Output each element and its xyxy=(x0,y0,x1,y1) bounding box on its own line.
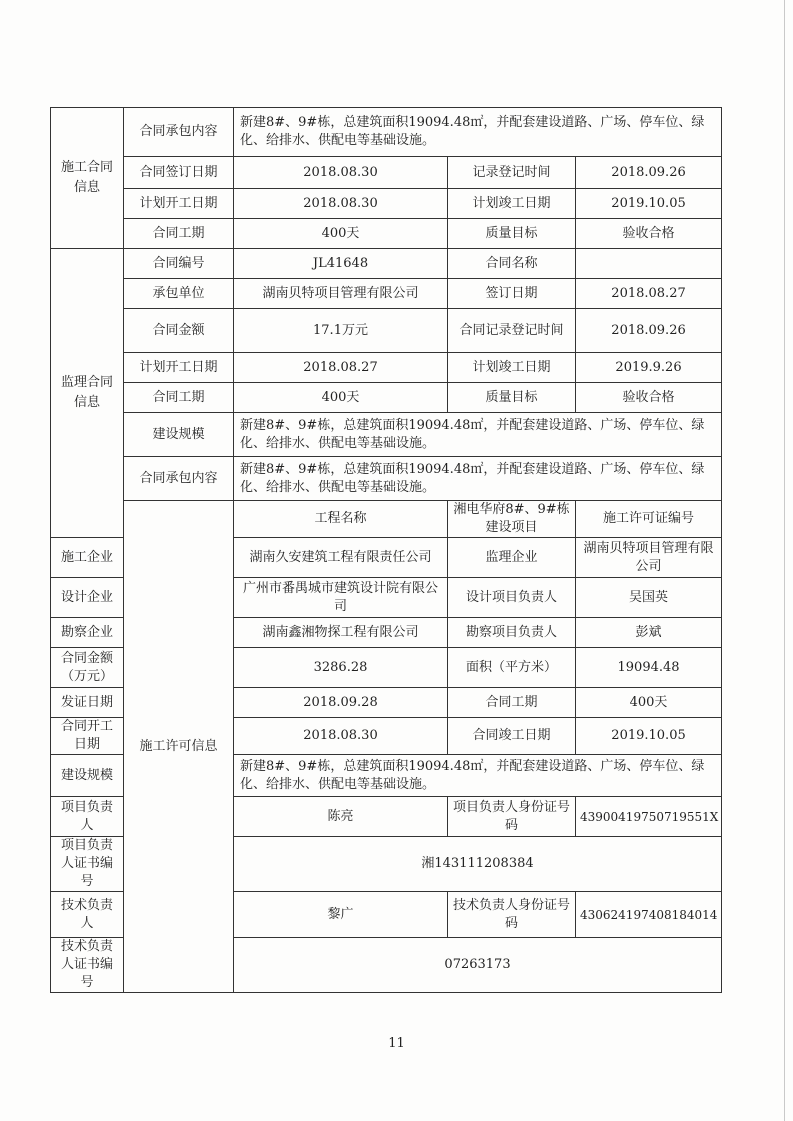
contract-period: 400天 xyxy=(234,219,448,249)
field-label: 技术负责人身份证号码 xyxy=(448,892,576,938)
field-label: 计划开工日期 xyxy=(124,189,234,219)
permit-design-lead: 吴国英 xyxy=(576,578,722,618)
field-label: 勘察企业 xyxy=(51,618,124,648)
page-edge-line xyxy=(784,0,785,1121)
supervision-sign-date: 2018.08.27 xyxy=(576,279,722,309)
field-label: 合同承包内容 xyxy=(124,457,234,501)
permit-amount: 3286.28 xyxy=(234,648,448,688)
section-supervision-label: 监理合同信息 xyxy=(51,249,124,538)
field-label: 合同记录登记时间 xyxy=(448,309,576,353)
contract-content-value: 新建8#、9#栋，总建筑面积19094.48㎡，并配套建设道路、广场、停车位、绿化、给排水、供配电等基础设施。 xyxy=(234,108,722,157)
supervision-plan-end: 2019.9.26 xyxy=(576,353,722,383)
table-row xyxy=(51,219,722,249)
permit-pm-cert: 湘143111208384 xyxy=(234,837,722,892)
permit-survey-lead: 彭斌 xyxy=(576,618,722,648)
table-row xyxy=(51,457,722,501)
supervision-period: 400天 xyxy=(234,383,448,413)
field-label: 发证日期 xyxy=(51,688,124,718)
contract-sign-date: 2018.08.30 xyxy=(234,157,448,189)
table-row xyxy=(51,189,722,219)
field-label: 监理企业 xyxy=(448,538,576,578)
field-label: 技术负责人证书编号 xyxy=(51,938,124,993)
field-label: 合同名称 xyxy=(448,249,576,279)
field-label: 合同开工日期 xyxy=(51,718,124,755)
contract-quality: 验收合格 xyxy=(576,219,722,249)
field-label: 合同工期 xyxy=(124,219,234,249)
field-label: 技术负责人 xyxy=(51,892,124,938)
field-label: 设计企业 xyxy=(51,578,124,618)
field-label: 项目负责人身份证号码 xyxy=(448,797,576,837)
permit-supervisor: 湖南贝特项目管理有限公司 xyxy=(576,538,722,578)
supervision-content-value: 新建8#、9#栋，总建筑面积19094.48㎡，并配套建设道路、广场、停车位、绿化、给排水、供配电等基础设施。 xyxy=(234,457,722,501)
supervision-name xyxy=(576,249,722,279)
permit-issue-date: 2018.09.28 xyxy=(234,688,448,718)
permit-scale-value: 新建8#、9#栋，总建筑面积19094.48㎡，并配套建设道路、广场、停车位、绿化、给排水、供配电等基础设施。 xyxy=(234,755,722,797)
supervision-quality: 验收合格 xyxy=(576,383,722,413)
field-label: 合同金额 xyxy=(124,309,234,353)
field-label: 合同工期 xyxy=(448,688,576,718)
field-label: 签订日期 xyxy=(448,279,576,309)
supervision-contractor: 湖南贝特项目管理有限公司 xyxy=(234,279,448,309)
field-label: 合同工期 xyxy=(124,383,234,413)
permit-end: 2019.10.05 xyxy=(576,718,722,755)
section-permit-label: 施工许可信息 xyxy=(124,501,234,993)
section-contract-label: 施工合同信息 xyxy=(51,108,124,249)
field-label: 质量目标 xyxy=(448,219,576,249)
table-row xyxy=(51,309,722,353)
page-number: 11 xyxy=(388,1036,405,1051)
table-row xyxy=(51,413,722,457)
field-label: 记录登记时间 xyxy=(448,157,576,189)
permit-pm-id: 43900419750719551X xyxy=(576,797,722,837)
supervision-amount: 17.1万元 xyxy=(234,309,448,353)
field-label: 面积（平方米） xyxy=(448,648,576,688)
permit-area: 19094.48 xyxy=(576,648,722,688)
permit-builder: 湖南久安建筑工程有限责任公司 xyxy=(234,538,448,578)
permit-designer: 广州市番禺城市建筑设计院有限公司 xyxy=(234,578,448,618)
field-label: 合同签订日期 xyxy=(124,157,234,189)
permit-start: 2018.08.30 xyxy=(234,718,448,755)
supervision-number: JL41648 xyxy=(234,249,448,279)
contract-record-time: 2018.09.26 xyxy=(576,157,722,189)
permit-survey: 湖南鑫湘物探工程有限公司 xyxy=(234,618,448,648)
field-label: 项目负责人 xyxy=(51,797,124,837)
field-label: 建设规模 xyxy=(124,413,234,457)
field-label: 合同编号 xyxy=(124,249,234,279)
table-row xyxy=(51,249,722,279)
field-label: 项目负责人证书编号 xyxy=(51,837,124,892)
table-row xyxy=(51,501,722,538)
field-label: 计划竣工日期 xyxy=(448,353,576,383)
project-info-table xyxy=(50,107,722,993)
field-label: 施工许可证编号 xyxy=(576,501,722,538)
table-row xyxy=(51,353,722,383)
field-label: 合同竣工日期 xyxy=(448,718,576,755)
supervision-record-time: 2018.09.26 xyxy=(576,309,722,353)
field-label: 合同金额（万元） xyxy=(51,648,124,688)
field-label: 勘察项目负责人 xyxy=(448,618,576,648)
permit-tech: 黎广 xyxy=(234,892,448,938)
table-row xyxy=(51,383,722,413)
permit-period: 400天 xyxy=(576,688,722,718)
field-label: 质量目标 xyxy=(448,383,576,413)
table-row xyxy=(51,108,722,157)
supervision-plan-start: 2018.08.27 xyxy=(234,353,448,383)
field-label: 计划竣工日期 xyxy=(448,189,576,219)
table-row xyxy=(51,279,722,309)
field-label: 合同承包内容 xyxy=(124,108,234,157)
supervision-scale-value: 新建8#、9#栋，总建筑面积19094.48㎡，并配套建设道路、广场、停车位、绿化、给排水、供配电等基础设施。 xyxy=(234,413,722,457)
permit-project-name: 湘电华府8#、9#栋建设项目 xyxy=(448,501,576,538)
field-label: 建设规模 xyxy=(51,755,124,797)
field-label: 工程名称 xyxy=(234,501,448,538)
field-label: 计划开工日期 xyxy=(124,353,234,383)
permit-tech-cert: 07263173 xyxy=(234,938,722,993)
field-label: 设计项目负责人 xyxy=(448,578,576,618)
contract-plan-start: 2018.08.30 xyxy=(234,189,448,219)
table-row xyxy=(51,157,722,189)
permit-tech-id: 430624197408184014 xyxy=(576,892,722,938)
field-label: 承包单位 xyxy=(124,279,234,309)
field-label: 施工企业 xyxy=(51,538,124,578)
permit-pm: 陈亮 xyxy=(234,797,448,837)
contract-plan-end: 2019.10.05 xyxy=(576,189,722,219)
